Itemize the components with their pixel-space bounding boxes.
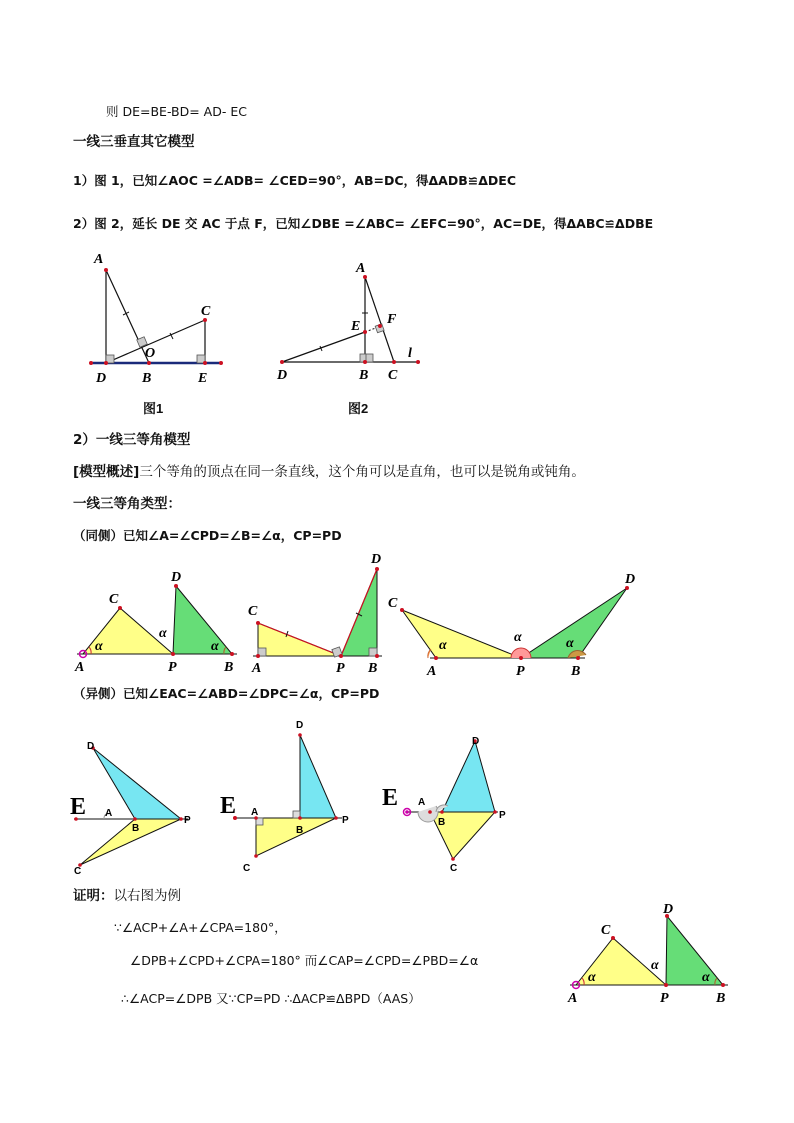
- proof-intro: 以右图为例: [113, 888, 181, 904]
- label-c: C: [201, 304, 211, 319]
- same-side-figure-3: [385, 565, 645, 680]
- section-heading: 一线三垂直其它模型: [73, 134, 195, 150]
- label-b: B: [359, 368, 369, 383]
- overview-text: 三个等角的顶点在同一条直线，这个角可以是直角，也可以是锐角或钝角。: [139, 464, 585, 480]
- proof-line-2: ∠DPB+∠CPD+∠CPA=180° 而∠CAP=∠CPD=∠PBD=∠α: [130, 953, 479, 968]
- label-alpha: α: [211, 639, 219, 654]
- label-a: A: [252, 661, 262, 676]
- label-d: D: [371, 552, 382, 567]
- paragraph-2: 2）图 2，延长 DE 交 AC 于点 F，已知∠DBE =∠ABC= ∠EFC=90°，AC=DE，得ΔABC≌ΔDBE: [73, 216, 654, 231]
- overview-tag: [模型概述]: [73, 464, 140, 480]
- caption-figure-1: 图1: [143, 401, 164, 416]
- label-p: P: [499, 810, 506, 821]
- label-e: E: [70, 794, 87, 820]
- label-d: D: [96, 371, 107, 386]
- label-a: A: [75, 660, 85, 675]
- label-c: C: [74, 866, 82, 877]
- label-c: C: [109, 592, 119, 607]
- label-a: A: [568, 991, 578, 1006]
- label-alpha: α: [514, 630, 522, 645]
- label-a: A: [356, 261, 366, 276]
- label-d: D: [625, 572, 636, 587]
- label-p: P: [336, 661, 345, 676]
- figure-1: [85, 245, 230, 390]
- same-side-condition: （同侧）已知∠A=∠CPD=∠B=∠α，CP=PD: [73, 528, 342, 543]
- text-line: 则 DE=BE-BD= AD- EC: [106, 104, 247, 119]
- label-p: P: [516, 664, 525, 679]
- label-a: A: [427, 664, 437, 679]
- same-side-figure-1: [72, 565, 242, 680]
- label-p: P: [168, 660, 177, 675]
- label-alpha: α: [651, 958, 659, 973]
- label-d: D: [171, 570, 182, 585]
- label-e: E: [220, 793, 237, 819]
- label-b: B: [716, 991, 726, 1006]
- label-p: P: [660, 991, 669, 1006]
- label-a: A: [418, 797, 426, 808]
- label-alpha: α: [439, 638, 447, 653]
- label-c: C: [450, 863, 458, 874]
- opposite-side-figure-2: [218, 715, 368, 875]
- label-alpha: α: [566, 636, 574, 651]
- label-alpha: α: [702, 970, 710, 985]
- figure-2: [270, 255, 430, 385]
- opposite-side-figure-1: [68, 735, 208, 880]
- section-heading: 一线三等角类型：: [73, 496, 181, 512]
- label-e: E: [351, 319, 361, 334]
- label-c: C: [248, 604, 258, 619]
- label-alpha: α: [159, 626, 167, 641]
- opposite-side-figure-3: [380, 730, 530, 880]
- label-p: P: [184, 815, 191, 826]
- model-overview: [73, 464, 585, 480]
- label-e: E: [198, 371, 208, 386]
- proof-tag: 证明：: [73, 888, 114, 904]
- label-alpha: α: [95, 639, 103, 654]
- label-b: B: [224, 660, 234, 675]
- label-e: E: [382, 785, 399, 811]
- same-side-figure-2: [245, 550, 390, 680]
- label-l: l: [408, 346, 412, 361]
- label-c: C: [388, 596, 398, 611]
- label-d: D: [277, 368, 288, 383]
- label-d: D: [87, 741, 95, 752]
- label-b: B: [132, 823, 140, 834]
- label-b: B: [142, 371, 152, 386]
- label-c: C: [388, 368, 398, 383]
- label-b: B: [571, 664, 581, 679]
- label-b: B: [438, 817, 446, 828]
- label-o: O: [145, 346, 156, 361]
- caption-figure-2: 图2: [348, 401, 369, 416]
- paragraph-1: 1）图 1，已知∠AOC =∠ADB= ∠CED=90°，AB=DC，得ΔADB≌ΔDEC: [73, 173, 516, 188]
- proof-line-3: ∴∠ACP=∠DPB 又∵CP=PD ∴ΔACP≌ΔBPD（AAS）: [121, 991, 421, 1006]
- section-heading: 2）一线三等角模型: [73, 432, 191, 448]
- label-d: D: [296, 720, 304, 731]
- opposite-side-condition: （异侧）已知∠EAC=∠ABD=∠DPC=∠α，CP=PD: [73, 686, 380, 701]
- label-d: D: [663, 902, 674, 917]
- label-a: A: [94, 252, 104, 267]
- proof-figure: [565, 898, 735, 1008]
- label-a: A: [105, 808, 113, 819]
- label-a: A: [251, 807, 259, 818]
- label-b: B: [368, 661, 378, 676]
- label-b: B: [296, 825, 304, 836]
- label-c: C: [243, 863, 251, 874]
- label-f: F: [387, 312, 397, 327]
- label-d: D: [472, 736, 480, 747]
- proof-line-1: ∵∠ACP+∠A+∠CPA=180°，: [114, 920, 287, 935]
- label-p: P: [342, 815, 349, 826]
- proof-header: [73, 888, 181, 904]
- label-alpha: α: [588, 970, 596, 985]
- label-c: C: [601, 923, 611, 938]
